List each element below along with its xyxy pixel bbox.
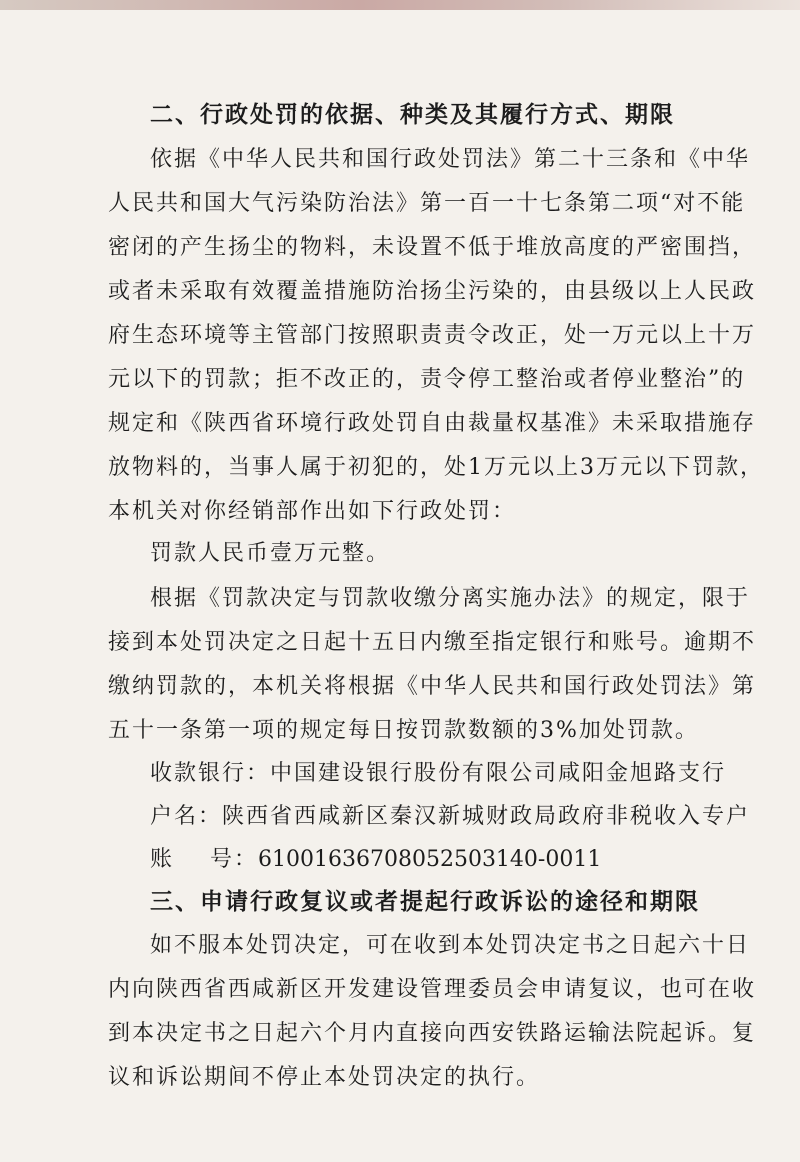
s2-paragraph-line: 本机关对你经销部作出如下行政处罚： (108, 499, 517, 524)
account-number-line (150, 846, 601, 874)
account-name-line: 户名：陕西省西咸新区秦汉新城财政局政府非税收入专户 (150, 804, 751, 829)
s2-paragraph-line: 人民共和国大气污染防治法》第一百一十七条第二项“对不能 (108, 191, 746, 216)
s2-paragraph-line: 依据《中华人民共和国行政处罚法》第二十三条和《中华 (150, 147, 751, 172)
section-2-heading: 二、行政处罚的依据、种类及其履行方式、期限 (150, 102, 675, 128)
penalty-amount: 罚款人民币壹万元整。 (150, 541, 391, 566)
s2-paragraph-line: 或者未采取有效覆盖措施防治扬尘污染的，由县级以上人民政 (108, 279, 757, 304)
s3-paragraph-line: 到本决定书之日起六个月内直接向西安铁路运输法院起诉。复 (108, 1021, 757, 1046)
s2-paragraph-line: 府生态环境等主管部门按照职责责令改正，处一万元以上十万 (108, 323, 757, 348)
payment-paragraph-line: 五十一条第一项的规定每日按罚款数额的3%加处罚款。 (108, 718, 699, 743)
payment-paragraph-line: 接到本处罚决定之日起十五日内缴至指定银行和账号。逾期不 (108, 630, 757, 655)
payment-paragraph-line: 缴纳罚款的，本机关将根据《中华人民共和国行政处罚法》第 (108, 674, 757, 699)
s2-paragraph-line: 密闭的产生扬尘的物料，未设置不低于堆放高度的严密围挡， (108, 235, 757, 260)
bank-line: 收款银行：中国建设银行股份有限公司咸阳金旭路支行 (150, 761, 727, 786)
s2-paragraph-line: 规定和《陕西省环境行政处罚自由裁量权基准》未采取措施存 (108, 411, 757, 436)
s3-paragraph-line: 如不服本处罚决定，可在收到本处罚决定书之日起六十日 (150, 933, 751, 958)
s3-paragraph-line: 内向陕西省西咸新区开发建设管理委员会申请复议，也可在收 (108, 977, 757, 1002)
account-number-label: 账 号： (150, 847, 258, 872)
account-number-value: 61001636708052503140-0011 (257, 847, 602, 872)
section-3-heading: 三、申请行政复议或者提起行政诉讼的途径和期限 (150, 889, 700, 915)
payment-paragraph-line: 根据《罚款决定与罚款收缴分离实施办法》的规定，限于 (150, 586, 751, 611)
s2-paragraph-line: 元以下的罚款；拒不改正的，责令停工整治或者停业整治”的 (108, 367, 746, 392)
s3-paragraph-line: 议和诉讼期间不停止本处罚决定的执行。 (108, 1065, 541, 1090)
s2-paragraph-line: 放物料的，当事人属于初犯的，处1万元以上3万元以下罚款， (108, 455, 764, 480)
